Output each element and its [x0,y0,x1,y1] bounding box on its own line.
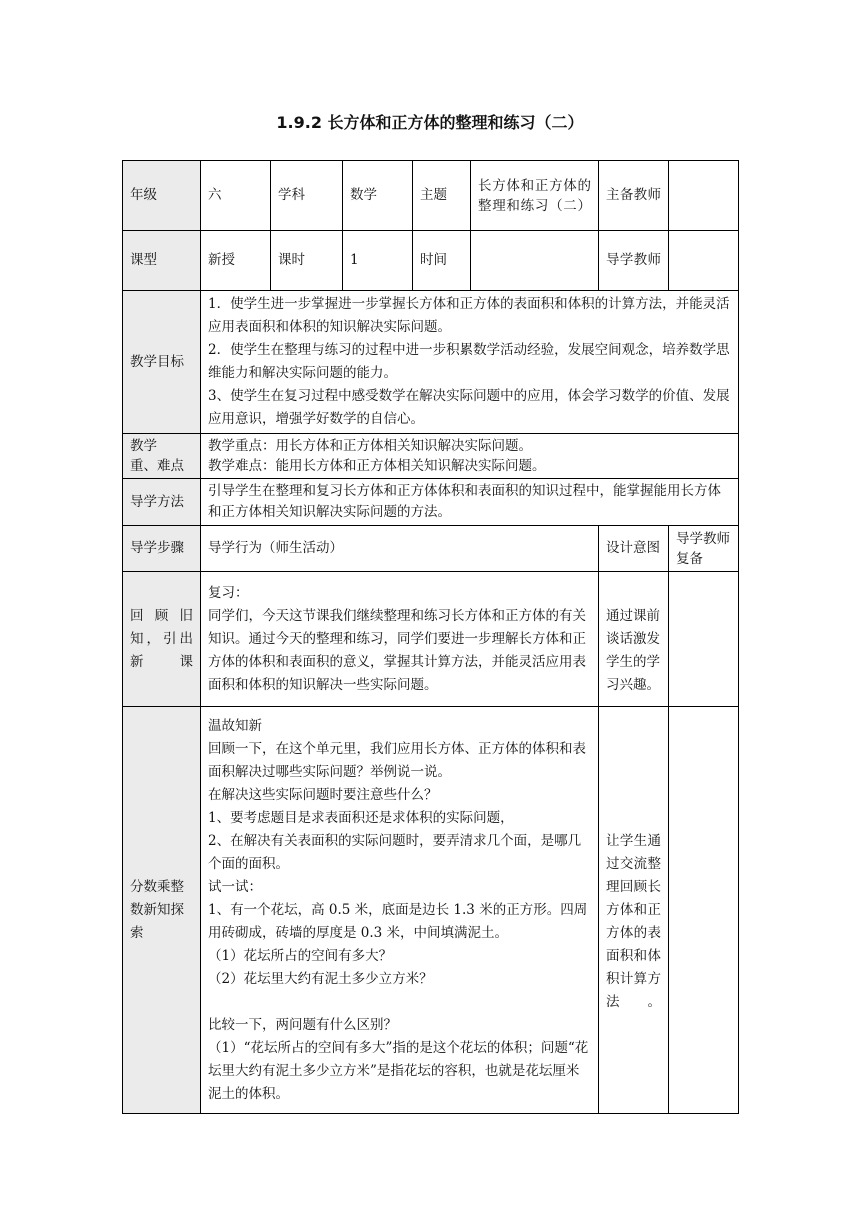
guide-teacher-label: 导学教师 [599,231,669,291]
key-points-label-line1: 教学 [130,438,157,454]
review-line: 同学们，今天这节课我们继续整理和练习长方体和正方体的有关知识。通过今天的整理和练习，同学们要进一步理解长方体和正方体的体积和表面积的意义，掌握其计算方法，并能灵活应用表面积和体积的知识解决一些实际问题。 [208,607,586,693]
theme-value: 长方体和正方体的整理和练习（二） [471,161,599,231]
review-activity [201,572,599,707]
page-title: 1.9.2 长方体和正方体的整理和练习（二） [276,113,584,132]
review-section-row [123,572,739,707]
intent-column-header: 设计意图 [599,526,669,572]
type-label: 课型 [123,231,201,291]
grade-label: 年级 [123,161,201,231]
explore-activity [201,707,599,1114]
subject-value: 数学 [343,161,413,231]
review-step-label: 回顾旧知，引出新课 [123,572,201,707]
explore-line: （1）“花坛所占的空间有多大”指的是这个花坛的体积；问题“花坛里大约有泥土多少立方米”是指花坛的容积，也就是花坛厘米泥土的体积。 [208,1039,589,1102]
explore-line: 回顾一下，在这个单元里，我们应用长方体、正方体的体积和表面积解决过哪些实际问题？举例说一说。 [208,740,586,780]
time-label: 时间 [413,231,471,291]
hours-label: 课时 [271,231,343,291]
goals-content [201,291,739,434]
goals-label: 教学目标 [123,291,201,434]
review-column-header: 导学教师复备 [669,526,739,572]
lead-teacher-value [669,161,739,231]
blank-line [208,991,591,1014]
lead-teacher-label: 主备教师 [599,161,669,231]
review-teacher-notes [669,572,739,707]
theme-label: 主题 [413,161,471,231]
steps-header-row [123,526,739,572]
explore-step-label: 分数乘整数新知探索 [123,707,201,1114]
explore-line: 在解决这些实际问题时要注意些什么？ [208,786,438,803]
explore-teacher-notes [669,707,739,1114]
teaching-focus: 教学重点：用长方体和正方体相关知识解决实际问题。 [208,438,532,454]
review-intent: 通过课前谈话激发学生的学习兴趣。 [599,572,669,707]
goal-item: 1．使学生进一步掌握进一步掌握长方体和正方体的表面积和体积的计算方法，并能灵活应用表面积和体积的知识解决实际问题。 [208,296,730,335]
explore-line: 2、在解决有关表面积的实际问题时，要弄清求几个面，是哪几个面的面积。 [208,832,582,872]
key-points-label [123,434,201,479]
type-row [123,231,739,291]
method-label: 导学方法 [123,479,201,526]
goal-item: 2．使学生在整理与练习的过程中进一步积累数学活动经验，发展空间观念，培养数学思维能力和解决实际问题的能力。 [208,342,730,381]
subject-label: 学科 [271,161,343,231]
explore-line: 温故知新 [208,717,262,734]
explore-line: （1）花坛所占的空间有多大？ [208,947,393,964]
step-column-header: 导学步骤 [123,526,201,572]
method-row [123,479,739,526]
method-content: 引导学生在整理和复习长方体和正方体体积和表面积的知识过程中，能掌握能用长方体和正方体相关知识解决实际问题的方法。 [201,479,739,526]
explore-intent: 让学生通过交流整理回顾长方体和正方体的表面积和体积计算方法。 [599,707,669,1114]
grade-value: 六 [201,161,271,231]
time-value [471,231,599,291]
lesson-plan-table [122,160,739,1114]
explore-line: 试一试： [208,878,262,895]
key-points-row [123,434,739,479]
activity-column-header: 导学行为（师生活动） [201,526,599,572]
type-value: 新授 [201,231,271,291]
explore-section-row [123,707,739,1114]
review-line: 复习： [208,584,249,601]
goals-row [123,291,739,434]
goal-item: 3、使学生在复习过程中感受数学在解决实际问题中的应用，体会学习数学的价值、发展应用意识，增强学好数学的自信心。 [208,388,730,427]
guide-teacher-value [669,231,739,291]
header-row [123,161,739,231]
key-points-label-line2: 重、难点 [130,458,184,474]
explore-line: 1、要考虑题目是求表面积还是求体积的实际问题， [208,809,514,826]
explore-line: 比较一下，两问题有什么区别？ [208,1016,397,1033]
hours-value: 1 [343,231,413,291]
teaching-difficulty: 教学难点：能用长方体和正方体相关知识解决实际问题。 [208,458,546,474]
explore-line: （2）花坛里大约有泥土多少立方米？ [208,970,433,987]
explore-line: 1、有一个花坛，高 0.5 米，底面是边长 1.3 米的正方形。四周用砖砌成，砖墙的厚度是 0.3 米，中间填满泥土。 [208,901,588,941]
key-points-content [201,434,739,479]
